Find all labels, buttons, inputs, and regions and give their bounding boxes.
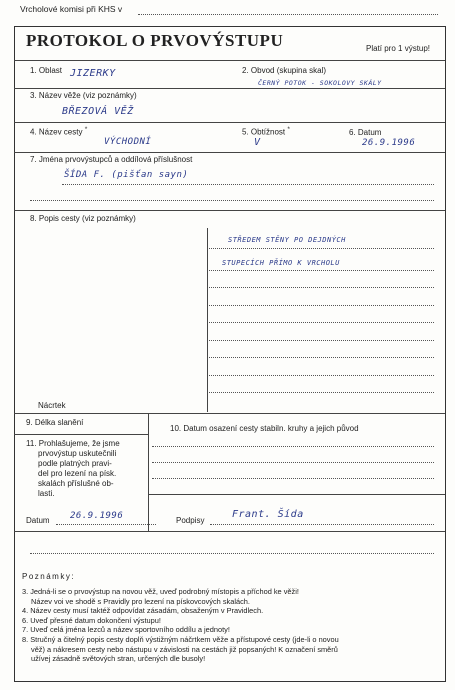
difficulty-label: 5. Obtížnost * bbox=[242, 126, 290, 137]
write-line bbox=[152, 478, 434, 479]
write-line bbox=[209, 322, 434, 323]
write-line bbox=[152, 462, 434, 463]
declaration-line: podle platných pravi- bbox=[38, 459, 112, 468]
separator bbox=[14, 88, 445, 89]
description-label: 8. Popis cesty (viz poznámky) bbox=[30, 214, 136, 223]
separator bbox=[14, 210, 445, 211]
separator bbox=[14, 413, 445, 414]
route-name-value: VÝCHODNÍ bbox=[104, 137, 152, 147]
separator bbox=[14, 122, 445, 123]
valid-note: Platí pro 1 výstup! bbox=[366, 44, 431, 53]
write-line bbox=[62, 184, 434, 185]
separator bbox=[14, 152, 445, 153]
note-item: 3. Jedná-li se o prvovýstup na novou věž, uveď podrobný místopis a příchod ke věži! bbox=[22, 587, 299, 596]
write-line bbox=[209, 270, 434, 271]
climbers-label: 7. Jména prvovýstupců a oddílová příslušnost bbox=[30, 155, 193, 164]
date-value: 26.9.1996 bbox=[362, 138, 416, 148]
note-item: 6. Uveď přesné datum dokončení výstupu! bbox=[22, 615, 161, 625]
write-line bbox=[152, 446, 434, 447]
write-line bbox=[210, 524, 434, 525]
write-line bbox=[209, 392, 434, 393]
description-divider bbox=[207, 228, 208, 412]
note-item: Název voi ve shodě s Pravidly pro lezení na pískovcových skalách. bbox=[31, 596, 250, 606]
write-line bbox=[30, 553, 434, 554]
description-line-2: STUPECÍCH PŘÍMO K VRCHOLU bbox=[222, 259, 340, 267]
note-item: 7. Uveď celá jména lezců a název sportovního oddílu a jednoty! bbox=[22, 625, 230, 635]
district-value: ČERNÝ POTOK - SOKOLOVY SKÁLY bbox=[258, 79, 382, 87]
difficulty-value: V bbox=[254, 137, 261, 148]
signature-value: Frant. Šída bbox=[232, 509, 304, 520]
note-item: 4. Název cesty musí taktéž odpovídat zásadám, obsaženým v Pravidlech. bbox=[22, 606, 264, 616]
form-frame bbox=[14, 26, 446, 682]
declaration-line: prvovýstup uskutečnili bbox=[38, 449, 117, 458]
write-line bbox=[209, 357, 434, 358]
write-line bbox=[56, 524, 156, 525]
tower-value: BŘEZOVÁ VĚŽ bbox=[62, 106, 134, 117]
write-line bbox=[209, 248, 434, 249]
notes-list bbox=[22, 587, 339, 664]
commission-line bbox=[138, 14, 438, 15]
note-item: 8. Stručný a čitelný popis cesty doplň výstižným náčrtkem věže a přístupové cesty (jde-li o novou bbox=[22, 634, 339, 644]
description-line-1: STŘEDEM STĚNY PO DEJDNÝCH bbox=[228, 236, 346, 244]
write-line bbox=[209, 375, 434, 376]
declaration-label: 11. Prohlašujeme, že jsme bbox=[26, 439, 120, 448]
write-line bbox=[30, 200, 434, 201]
write-line bbox=[209, 287, 434, 288]
separator bbox=[148, 494, 445, 495]
notes-title: Poznámky: bbox=[22, 572, 76, 581]
route-name-label: 4. Název cesty * bbox=[30, 126, 88, 137]
sketch-label: Nácrtek bbox=[38, 401, 66, 410]
sign-date-label: Datum bbox=[26, 516, 50, 525]
column-divider bbox=[148, 413, 149, 531]
note-item: užívej zásadně světových stran, určených dle busoly! bbox=[31, 654, 206, 664]
separator bbox=[14, 531, 445, 532]
write-line bbox=[209, 305, 434, 306]
district-label: 2. Obvod (skupina skal) bbox=[242, 66, 327, 75]
anchors-label: 10. Datum osazení cesty stabiln. kruhy a jejich původ bbox=[170, 424, 359, 433]
write-line bbox=[209, 340, 434, 341]
area-label: 1. Oblast bbox=[30, 66, 63, 75]
area-value: JIZERKY bbox=[70, 68, 116, 79]
tower-label: 3. Název věže (viz poznámky) bbox=[30, 91, 137, 100]
sign-date-value: 26.9.1996 bbox=[70, 511, 124, 521]
date-label: 6. Datum bbox=[349, 128, 382, 137]
declaration-line: del pro lezení na písk. bbox=[38, 469, 117, 478]
climbers-value: ŠÍDA F. (pišťan sayn) bbox=[64, 170, 189, 180]
separator bbox=[14, 60, 445, 61]
rappel-label: 9. Délka slanění bbox=[26, 418, 84, 427]
signatures-label: Podpisy bbox=[176, 516, 205, 525]
note-item: věž) a nákresem cesty nebo nástupu v závislosti na cestách již popsaných! K označení směrů bbox=[31, 644, 338, 654]
commission-label: Vrcholové komisi při KHS v bbox=[20, 4, 123, 14]
declaration-line: skalách příslušné ob- bbox=[38, 479, 114, 488]
separator bbox=[14, 434, 148, 435]
page-title: PROTOKOL O PRVOVÝSTUPU bbox=[26, 31, 284, 50]
declaration-line: lasti. bbox=[38, 489, 55, 498]
